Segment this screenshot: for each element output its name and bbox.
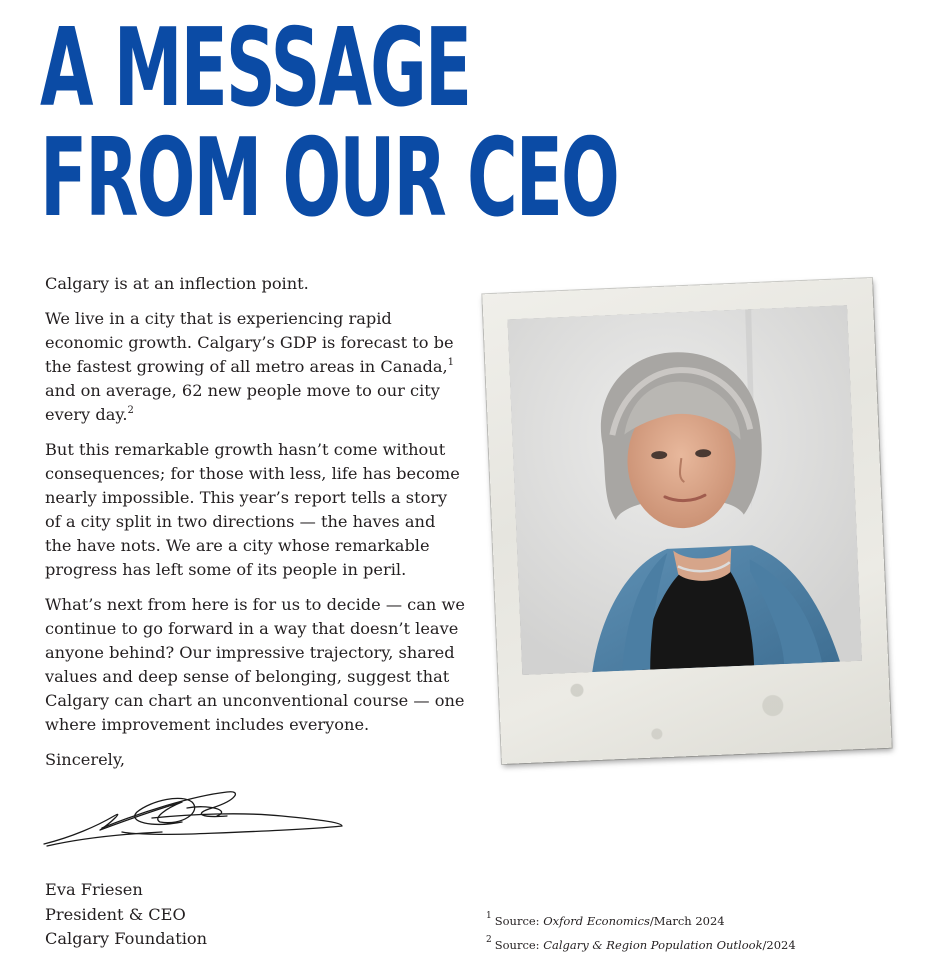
footnote-ref-1: 1 [447,356,455,368]
footnote-1-prefix: Source: [494,913,544,928]
ceo-letter-body [45,272,465,783]
footnote-2-prefix: Source: [494,937,544,952]
portrait-photo-icon [507,305,862,675]
headline-line-1: A MESSAGE [40,6,471,131]
footnote-1-suffix: /March 2024 [649,913,725,928]
letter-paragraph-1: Calgary is at an inflection point. [45,274,309,293]
footnote-2-source: Calgary & Region Population Outlook [543,937,763,952]
signer-title: President & CEO [45,904,186,924]
footnote-1 [486,908,796,932]
signoff-block [45,878,207,952]
paragraph-2-text-b: and on average, 62 new people move to our city every day. [45,381,440,424]
footnote-2-number: 2 [486,934,492,945]
headline-line-2: FROM OUR CEO [40,116,618,241]
footnote-2-suffix: /2024 [762,937,796,952]
letter-closing: Sincerely, [45,750,125,769]
page-headline [40,6,618,241]
footnote-ref-2: 2 [127,404,134,416]
polaroid-frame [482,278,891,764]
signer-name: Eva Friesen [45,880,143,899]
ceo-portrait-photo [507,305,862,675]
letter-paragraph-3: But this remarkable growth hasn’t come without consequences; for those with less, life has become nearly impossible. This year’s report tells a story of a city split in two directions — the haves and the have nots. We are a city whose remarkable progress has left some of its people in peril. [45,440,460,579]
footnotes [486,908,796,956]
footnote-1-source: Oxford Economics [543,913,650,928]
handwritten-signature [42,782,352,854]
footnote-2 [486,932,796,956]
footnote-1-number: 1 [486,911,492,921]
signer-organization: Calgary Foundation [45,929,208,948]
letter-paragraph-2 [45,307,465,427]
paragraph-2-text-a: We live in a city that is experiencing rapid economic growth. Calgary’s GDP is forecast to be the fastest growing of all metro areas in Canada, [45,309,454,376]
letter-paragraph-4: What’s next from here is for us to decide — can we continue to go forward in a way that doesn’t leave anyone behind? Our impressive trajectory, shared values and deep sense of belonging, suggest that Calgary can chart an unconventional course — one where improvement includes everyone. [45,595,465,734]
